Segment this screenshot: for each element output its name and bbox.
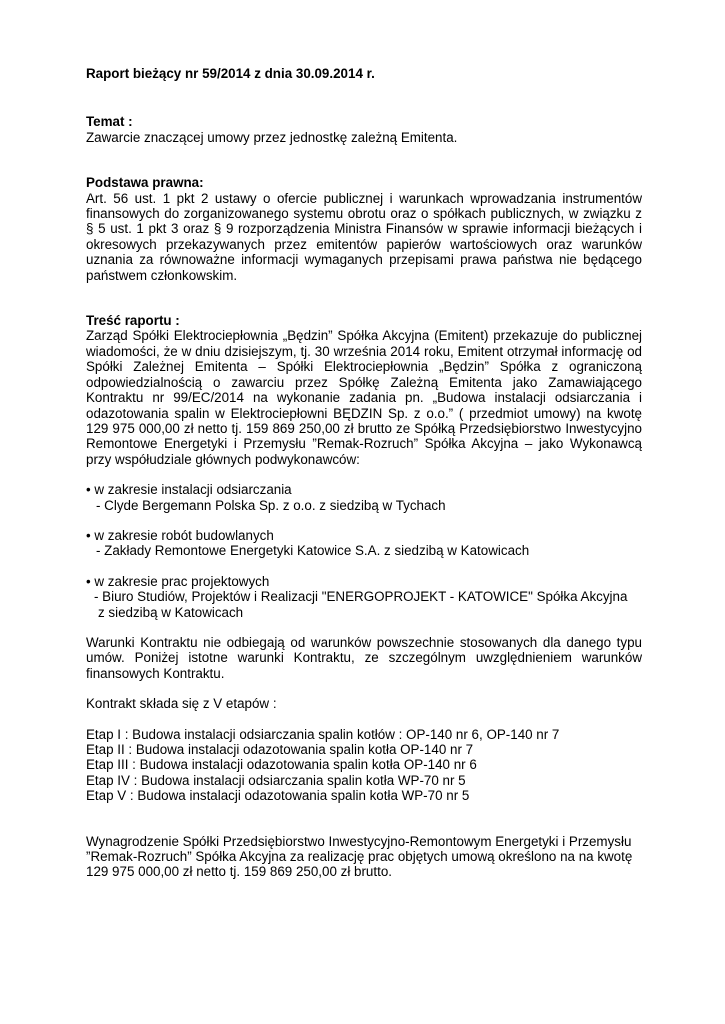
stage-item: Etap I : Budowa instalacji odsiarczania spalin kotłów : OP-140 nr 6, OP-140 nr 7: [86, 726, 560, 742]
subcontractor-bullet: [86, 574, 642, 620]
temat-text: Zawarcie znaczącej umowy przez jednostkę zależną Emitenta.: [86, 129, 458, 145]
bullet-line: - Zakłady Remontowe Energetyki Katowice S.A. z siedzibą w Katowicach: [96, 543, 530, 559]
stage-item: Etap III : Budowa instalacji odazotowania spalin kotła OP-140 nr 6: [86, 757, 477, 773]
warunki-text: Warunki Kontraktu nie odbiegają od warunków powszechnie stosowanych dla danego typu umów. Poniżej istotne warunki Kontraktu, ze szczególnym uwzględnieniem warunków finansowych Kontraktu.: [86, 634, 642, 681]
kontrakt-text: Kontrakt składa się z V etapów :: [86, 696, 277, 712]
report-title: Raport bieżący nr 59/2014 z dnia 30.09.2014 r.: [86, 66, 375, 81]
subcontractor-bullet: [86, 482, 642, 513]
podstawa-text: Art. 56 ust. 1 pkt 2 ustawy o ofercie publicznej i warunkach wprowadzania instrumentów finansowych do zorganizowanego systemu obrotu oraz o spółkach publicznych, w związku z § 5 ust. 1 pkt 3 oraz § 9 rozporządzenia Ministra Finansów w sprawie informacji bieżących i okresowych przekazywanych przez emitentów papierów wartościowych oraz warunków uznania za równoważne informacji wymaganych przepisami prawa państwa nie będącego państwem członkowskim.: [86, 190, 642, 283]
wynagrodzenie-line: ”Remak-Rozruch” Spółka Akcyjna za realizację prac objętych umową określono na na kwotę: [86, 849, 633, 865]
wynagrodzenie-paragraph: [86, 834, 642, 880]
bullet-line: - Biuro Studiów, Projektów i Realizacji "ENERGOPROJEKT - KATOWICE" Spółka Akcyjna: [94, 589, 628, 605]
stage-item: Etap V : Budowa instalacji odazotowania spalin kotła WP-70 nr 5: [86, 788, 470, 804]
temat-heading: Temat :: [86, 114, 133, 130]
bullet-label: • w zakresie robót budowlanych: [86, 527, 274, 543]
subcontractor-bullet: [86, 528, 642, 559]
tresc-intro: Zarząd Spółki Elektrociepłownia „Będzin” Spółka Akcyjna (Emitent) przekazuje do publicznej wiadomości, że w dniu dzisiejszym, tj. 30 września 2014 roku, Emitent otrzymał informację od Spółki Zależnej Emitenta – Spółki Elektrociepłownia „Będzin” Spółka z ograniczoną odpowiedzialnością o zawarciu przez Spółkę Zależną Emitenta jako Zamawiającego Kontraktu nr 99/EC/2014 na wykonanie zadania pn. „Budowa instalacji odsiarczania i odazotowania spalin w Elektrociepłowni BĘDZIN Sp. z o.o.” ( przedmiot umowy) na kwotę 129 975 000,00 zł netto tj. 159 869 250,00 zł brutto ze Spółką Przedsiębiorstwo Inwestycyjno Remontowe Energetyki i Przemysłu ”Remak-Rozruch” Spółka Akcyjna – jako Wykonawcą przy współudziale głównych podwykonawców:: [86, 328, 642, 467]
wynagrodzenie-line: 129 975 000,00 zł netto tj. 159 869 250,00 zł brutto.: [86, 864, 392, 880]
podstawa-heading: Podstawa prawna:: [86, 175, 204, 191]
tresc-heading: Treść raportu :: [86, 313, 180, 329]
stage-list: [86, 727, 642, 804]
document-page: [86, 66, 642, 880]
wynagrodzenie-line: Wynagrodzenie Spółki Przedsiębiorstwo Inwestycyjno-Remontowym Energetyki i Przemysłu: [86, 833, 632, 849]
bullet-line: - Clyde Bergemann Polska Sp. z o.o. z siedzibą w Tychach: [96, 497, 446, 513]
stage-item: Etap II : Budowa instalacji odazotowania spalin kotła OP-140 nr 7: [86, 742, 474, 757]
bullet-line: z siedzibą w Katowicach: [98, 604, 244, 620]
bullet-label: • w zakresie prac projektowych: [86, 573, 270, 589]
bullet-label: • w zakresie instalacji odsiarczania: [86, 482, 292, 498]
stage-item: Etap IV : Budowa instalacji odsiarczania spalin kotła WP-70 nr 5: [86, 772, 466, 788]
